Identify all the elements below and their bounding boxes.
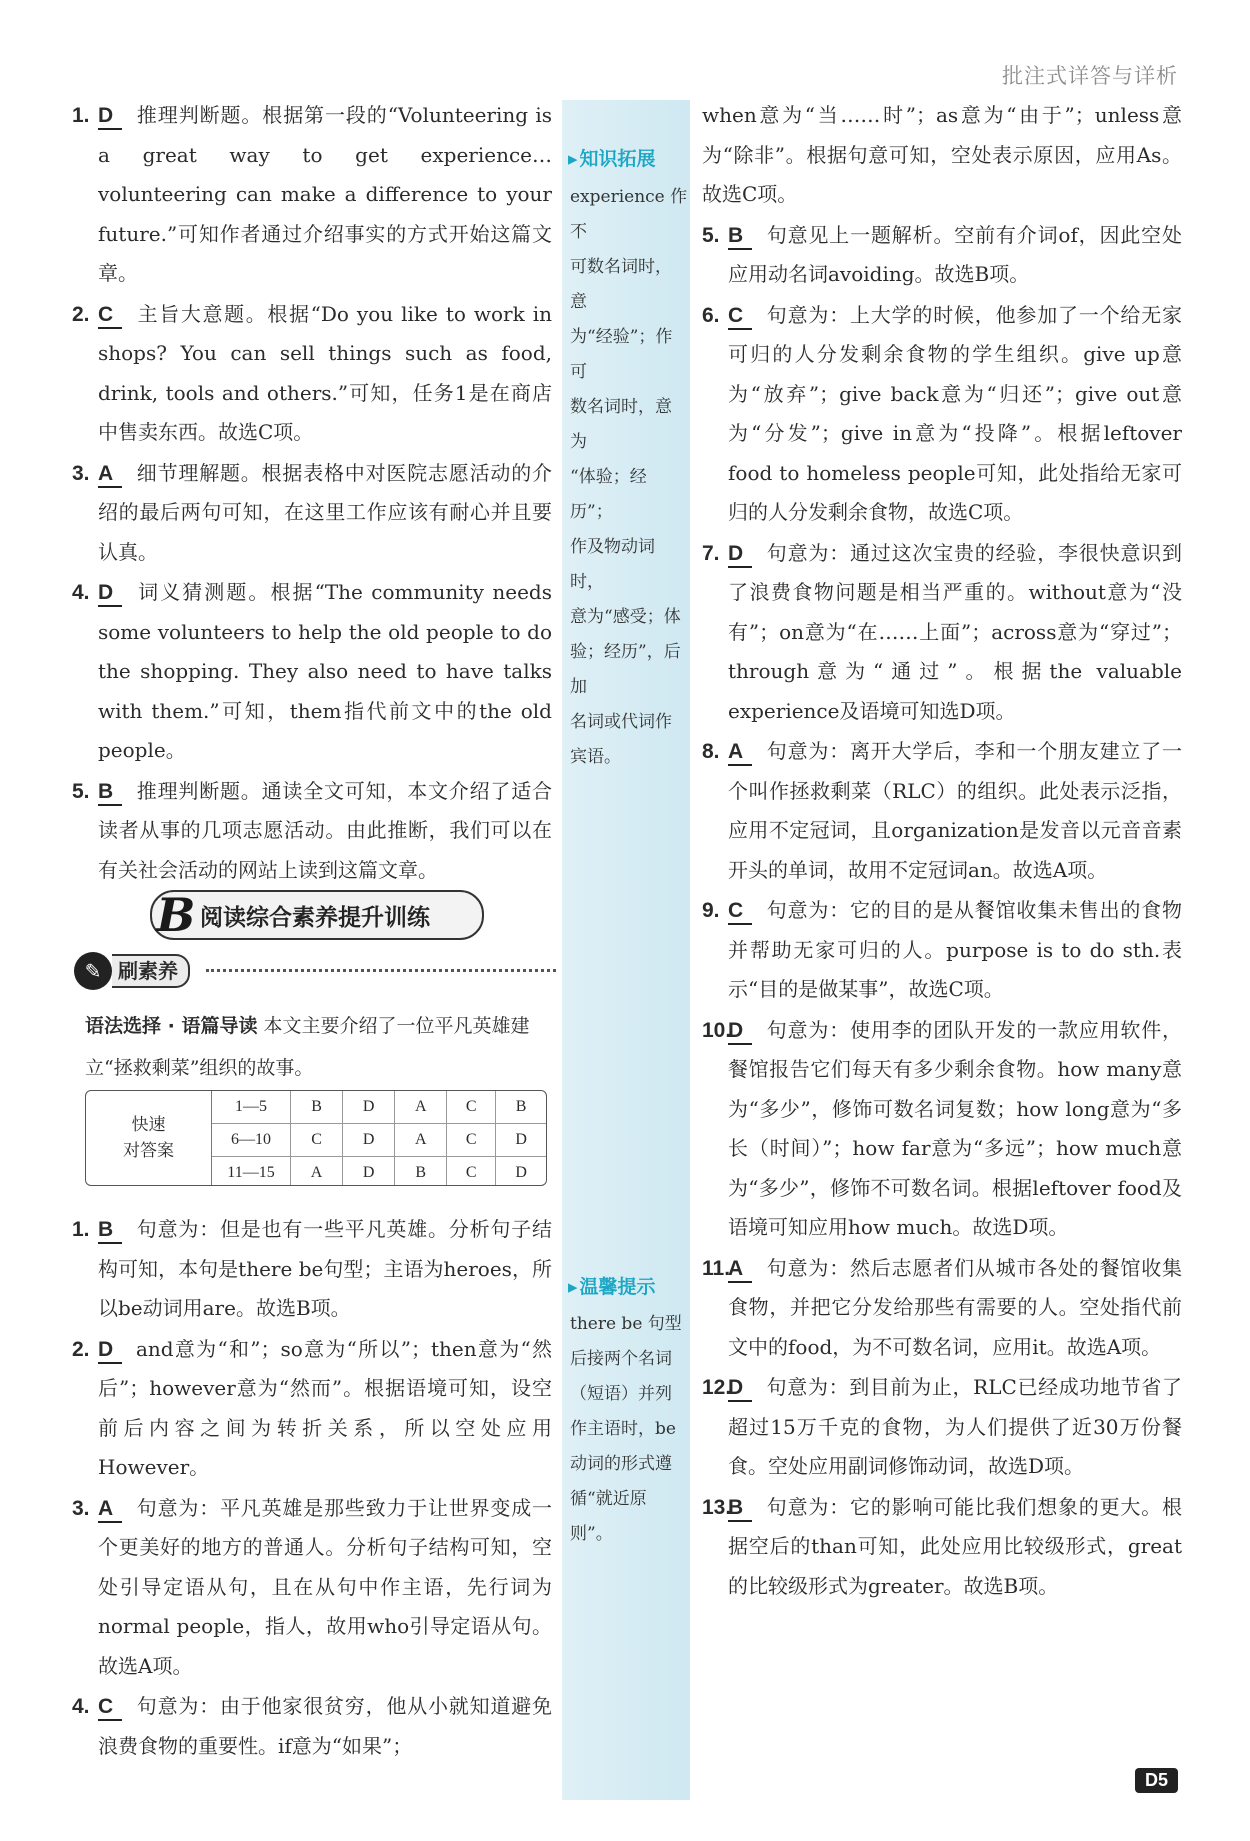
question-number: 5. [72,779,90,803]
answer-entry [702,1011,1182,1248]
answer-list-c [702,96,1182,1607]
answer-cell: D [496,1157,546,1187]
answer-letter: A [728,740,752,766]
answer-entry [72,772,552,891]
page-number: D5 [1135,1768,1178,1793]
answer-cell: A [395,1091,447,1124]
question-range: 1—5 [212,1091,291,1124]
explanation-text: 句意见上一题解析。空前有介词of，因此空处应用动名词avoiding。故选B项。 [728,222,1182,286]
explanation-text: 主旨大意题。根据“Do you like to work in shops? You can sell things such as food, drink, tools and others.”可知，任务1是在商店中售卖东西。故选C项。 [98,301,552,444]
answer-cell: D [343,1124,395,1157]
quick-answer-row [212,1124,546,1157]
answer-entry [702,1368,1182,1487]
quick-answer-label: 快速 对答案 [86,1091,212,1185]
answer-entry [702,1488,1182,1607]
dotted-divider [206,969,556,972]
explanation-text: 句意为：由于他家很贫穷，他从小就知道避免浪费食物的重要性。if意为“如果”； [98,1694,552,1758]
quick-answer-row [212,1091,546,1124]
answer-entry [702,296,1182,533]
explanation-text: when意为“当……时”；as意为“由于”；unless意为“除非”。根据句意可知，空处表示原因，应用As。故选C项。 [702,103,1182,206]
quick-answer-table [85,1090,547,1186]
answer-entry [72,573,552,771]
tip-line: 循“就近原 [570,1489,647,1509]
answer-cell: D [343,1091,395,1124]
tip-text-reminder [570,1307,688,1552]
answer-cell: C [447,1091,496,1124]
tip-line: 则”。 [570,1524,613,1544]
tip-line: experience 作不 [570,187,688,242]
answer-cell: C [447,1157,496,1187]
section-banner [150,890,484,940]
answer-cell: A [291,1157,343,1187]
answer-letter: D [98,104,122,130]
tip-text-knowledge [570,180,688,775]
quick-answer-grid [212,1091,546,1186]
answer-entry [702,534,1182,732]
tip-line: there be 句型 [570,1314,682,1334]
question-number: 9. [702,899,720,922]
answer-cell: B [496,1091,546,1124]
question-number: 4. [72,1695,90,1718]
tip-line: 可数名词时，意 [570,257,672,312]
explanation-text: 句意为：离开大学后，李和一个朋友建立了一个叫作拯救剩菜（RLC）的组织。此处表示泛指，应用不定冠词，且organization是发音以元音音素开头的单词，故用不定冠词an。故选A项。 [728,739,1182,882]
answer-letter: B [728,1496,752,1522]
section-tag [74,952,190,990]
question-number: 2. [72,302,90,326]
answer-list-a [72,96,552,891]
answer-cell: A [395,1124,447,1157]
explanation-text: 句意为：平凡英雄是那些致力于让世界变成一个更美好的地方的普通人。分析句子结构可知，空处引导定语从句，且在从句中作主语，先行词为normal people，指人，故用who引导定语从句。故选A项。 [98,1495,552,1678]
question-number: 1. [72,1218,90,1241]
tip-line: 动词的形式遵 [570,1454,672,1474]
explanation-text: 推理判断题。根据第一段的“Volunteering is a great way to get experience… volunteering can make a difference to your future.”可知作者通过介绍事实的方式开始这篇文章。 [98,103,552,285]
tip-line: 名词或代词作 [570,712,672,732]
tag-label: 刷素养 [112,954,190,988]
answer-letter: D [98,581,122,607]
question-number: 10. [702,1018,732,1042]
answer-entry [72,454,552,573]
answer-letter: C [98,303,122,329]
answer-cell: B [395,1157,447,1187]
explanation-text: 词义猜测题。根据“The community needs some volunteers to help the old people to do the shopping. They also need to have talks with them.”可知，them指代前文中的the old people。 [98,580,552,762]
question-number: 6. [702,303,720,327]
tip-title-knowledge: ▸ 知识拓展 [568,144,656,171]
explanation-text: 句意为：使用李的团队开发的一款应用软件，餐馆报告它们每天有多少剩余食物。how many意为“多少”，修饰可数名词复数；how long意为“多长（时间）”；how far意为“多远”；how much意为“多少”，修饰不可数名词。根据leftover food及语境可知应用how much。故选D项。 [728,1017,1182,1239]
answer-letter: A [98,462,122,488]
answer-list-b [72,1210,552,1767]
answer-letter: C [728,899,752,925]
explanation-text: 句意为：它的影响可能比我们想象的更大。根据空后的than可知，此处应用比较级形式，great的比较级形式为greater。故选B项。 [728,1494,1182,1598]
explanation-text: 句意为：它的目的是从餐馆收集未售出的食物并帮助无家可归的人。purpose is to do sth.表示“目的是做某事”，故选C项。 [728,898,1182,1001]
answer-letter: B [728,224,752,250]
explanation-text: 句意为：到目前为止，RLC已经成功地节省了超过15万千克的食物，为人们提供了近30万份餐食。空处应用副词修饰动词，故选D项。 [728,1375,1182,1478]
explanation-text: 细节理解题。根据表格中对医院志愿活动的介绍的最后两句可知，在这里工作应该有耐心并且要认真。 [98,460,552,564]
tip-line: 后接两个名词 [570,1349,672,1369]
tip-line: 数名词时，意为 [570,397,672,452]
answer-letter: C [728,304,752,330]
quick-answer-row [212,1157,546,1187]
section-title: 阅读综合素养提升训练 [200,904,430,931]
tip-line: 宾语。 [570,747,621,767]
answer-letter: D [728,542,752,568]
explanation-text: 推理判断题。通读全文可知，本文介绍了适合读者从事的几项志愿活动。由此推断，我们可以在有关社会活动的网站上读到这篇文章。 [98,778,552,882]
page-header: 批注式详答与详析 [1002,64,1178,88]
explanation-text: 句意为：上大学的时候，他参加了一个给无家可归的人分发剩余食物的学生组织。give up意为“放弃”；give back意为“归还”；give out意为“分发”；give in意为“投降”。根据leftover food to homeless people可知，此处指给无家可归的人分发剩余食物，故选C项。 [728,302,1182,524]
question-number: 12. [702,1376,732,1399]
answer-letter: D [728,1019,752,1045]
tip-line: 意为“感受；体 [570,607,681,627]
answer-cell: D [496,1124,546,1157]
answer-entry [72,1330,552,1488]
explanation-text: 句意为：但是也有一些平凡英雄。分析句子结构可知，本句是there be句型；主语为heroes，所以be动词用are。故选B项。 [98,1217,552,1320]
question-number: 5. [702,223,720,247]
question-number: 3. [72,1496,90,1520]
question-number: 7. [702,541,720,565]
answer-entry [72,1210,552,1329]
question-number: 4. [72,581,90,604]
answer-entry [72,1687,552,1766]
answer-letter: D [98,1338,122,1364]
tip-title-reminder: ▸ 温馨提示 [568,1272,656,1299]
intro-label: 语法选择 · 语篇导读 [85,1015,258,1037]
answer-cell: B [291,1091,343,1124]
tip-line: 为“经验”；作可 [570,327,673,382]
question-number: 3. [72,461,90,485]
explanation-text: 句意为：然后志愿者们从城市各处的餐馆收集食物，并把它分发给那些有需要的人。空处指代前文中的food，为不可数名词，应用it。故选A项。 [728,1255,1182,1359]
explanation-text: 句意为：通过这次宝贵的经验，李很快意识到了浪费食物问题是相当严重的。without意为“没有”；on意为“在……上面”；across意为“穿过”；through意为“通过”。根据the valuable experience及语境可知选D项。 [728,540,1182,723]
answer-entry [72,1489,552,1687]
section-letter: B [156,888,196,942]
answer-entry [702,1249,1182,1368]
pencil-icon: ✎ [74,952,112,990]
question-range: 6—10 [212,1124,291,1157]
answer-letter: A [98,1497,122,1523]
answer-cell: C [447,1124,496,1157]
answer-entry [702,96,1182,215]
answer-letter: B [98,780,122,806]
tip-line: （短语）并列 [570,1384,672,1404]
answer-letter: B [98,1218,122,1244]
question-range: 11—15 [212,1157,291,1187]
question-number: 11. [702,1256,731,1280]
passage-intro [85,1005,555,1089]
answer-entry [72,295,552,453]
answer-letter: A [728,1257,752,1283]
question-number: 8. [702,740,720,763]
tip-line: 验；经历”，后加 [570,642,681,697]
tip-line: “体验；经历”； [570,467,647,522]
answer-entry [702,216,1182,295]
tip-line: 作主语时，be [570,1419,676,1439]
answer-cell: C [291,1124,343,1157]
answer-entry [72,96,552,294]
answer-entry [702,891,1182,1010]
question-number: 2. [72,1337,90,1361]
intro-text: 本文主要介绍了一位平凡英雄建立“拯救剩菜”组织的故事。 [85,1015,530,1079]
explanation-text: and意为“和”；so意为“所以”；then意为“然后”；however意为“然而”。根据语境可知，设空前后内容之间为转折关系，所以空处应用However。 [98,1336,552,1479]
answer-cell: D [343,1157,395,1187]
answer-letter: D [728,1376,752,1402]
answer-letter: C [98,1695,122,1721]
question-number: 13. [702,1495,732,1519]
answer-entry [702,732,1182,890]
tip-line: 作及物动词时， [570,537,655,592]
question-number: 1. [72,104,90,127]
